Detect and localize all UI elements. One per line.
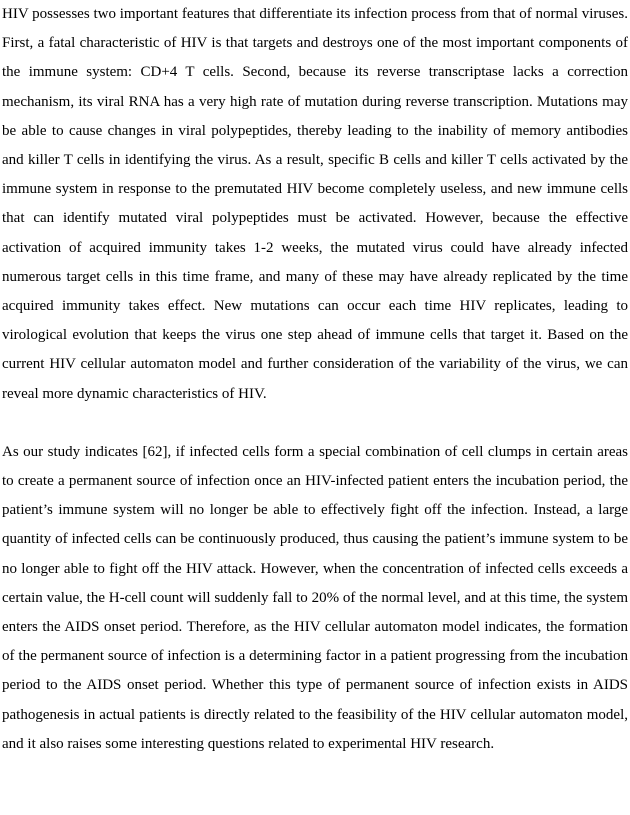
paragraph-permanent-infection-source: As our study indicates [62], if infected cells form a special combination of cell clumps in certain areas to create a permanent source of infection once an HIV-infected patient enters the incubation period, the patient’s immune system will no longer be able to effectively fight off the infection. Instead, a large quantity of infected cells can be continuously produced, thus causing the patient’s immune system to be no longer able to fight off the HIV attack. However, when the concentration of infected cells exceeds a certain value, the H-cell count will suddenly fall to 20% of the normal level, and at this time, the system enters the AIDS onset period. Therefore, as the HIV cellular automaton model indicates, the formation of the permanent source of infection is a determining factor in a patient progressing from the incubation period to the AIDS onset period. Whether this type of permanent source of infection exists in AIDS pathogenesis in actual patients is directly related to the feasibility of the HIV cellular automaton model, and it also raises some interesting questions related to experimental HIV research. <box>2 443 628 752</box>
paragraph-hiv-features: HIV possesses two important features that differentiate its infection process from that of normal viruses. First, a fatal characteristic of HIV is that targets and destroys one of the most important components of the immune system: CD+4 T cells. Second, because its reverse transcriptase lacks a correction mechanism, its viral RNA has a very high rate of mutation during reverse transcription. Mutations may be able to cause changes in viral polypeptides, thereby leading to the inability of memory antibodies and killer T cells in identifying the virus. As a result, specific B cells and killer T cells activated by the immune system in response to the premutated HIV become completely useless, and new immune cells that can identify mutated viral polypeptides must be activated. However, because the effective activation of acquired immunity takes 1-2 weeks, the mutated virus could have already infected numerous target cells in this time frame, and many of these may have already replicated by the time acquired immunity takes effect. New mutations can occur each time HIV replicates, leading to virological evolution that keeps the virus one step ahead of immune cells that target it. Based on the current HIV cellular automaton model and further consideration of the variability of the virus, we can reveal more dynamic characteristics of HIV. <box>2 6 628 402</box>
document-page <box>2 0 628 759</box>
